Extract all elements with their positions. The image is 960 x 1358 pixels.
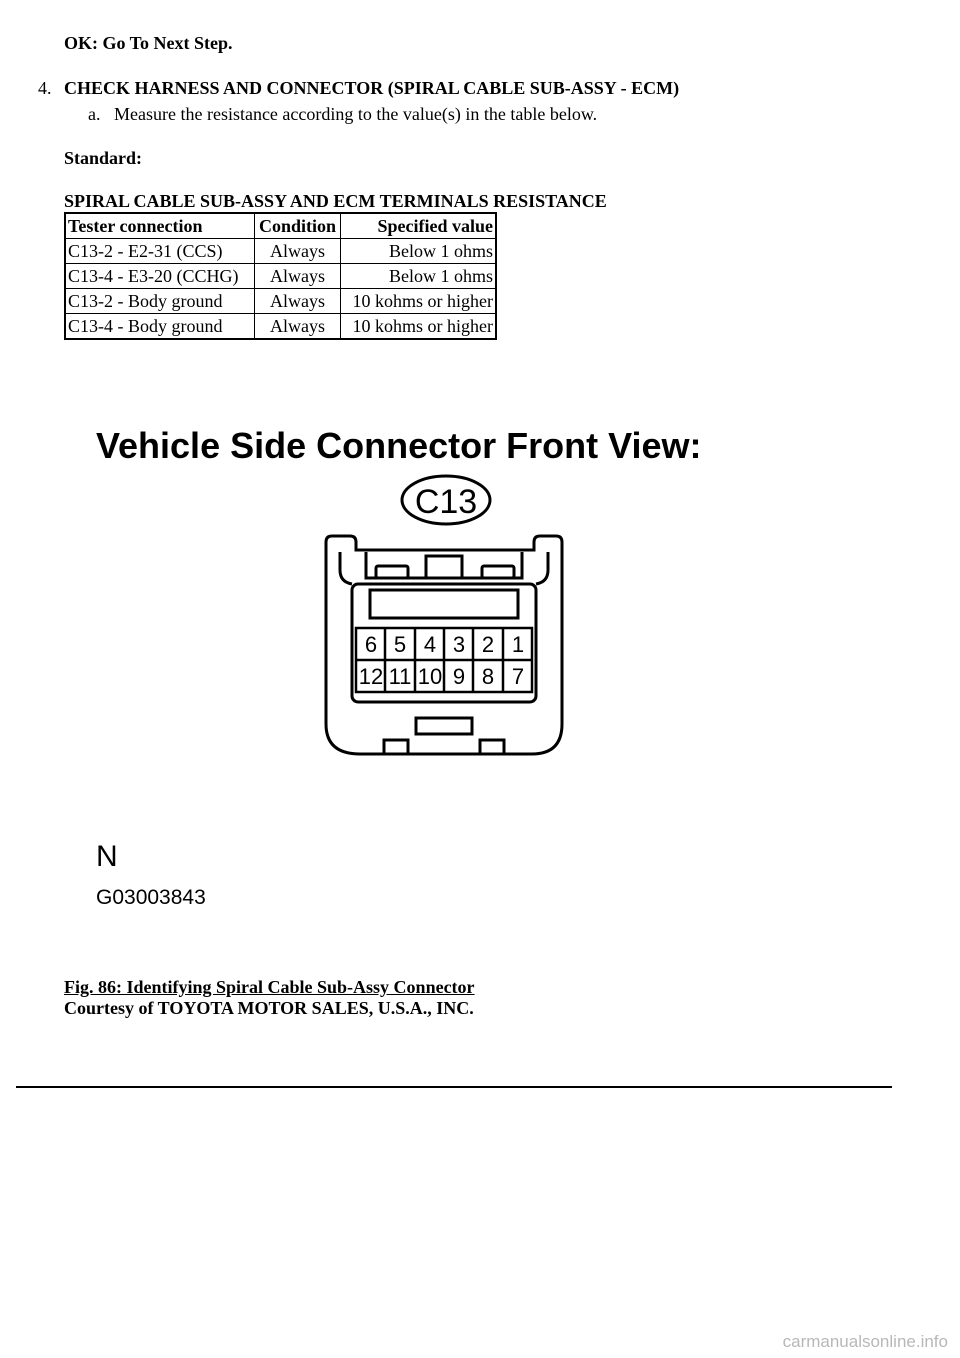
figure-heading: Vehicle Side Connector Front View: — [96, 425, 702, 466]
connector-id-label: C13 — [414, 483, 478, 521]
pin-4-label: 4 — [423, 632, 437, 657]
table-header-row — [65, 213, 496, 239]
pin-11-label: 11 — [388, 664, 412, 689]
cell-specified-value: Below 1 ohms — [341, 239, 497, 264]
table-row — [65, 289, 496, 314]
substep-letter: a. — [88, 104, 101, 124]
pin-10-label: 10 — [417, 664, 443, 689]
pin-5-label: 5 — [393, 632, 407, 657]
figure-code: G03003843 — [96, 886, 206, 909]
table-row — [65, 239, 496, 264]
cell-tester-connection: C13-2 - Body ground — [65, 289, 255, 314]
table-row — [65, 264, 496, 289]
cell-condition: Always — [255, 264, 341, 289]
table-row — [65, 314, 496, 340]
cell-condition: Always — [255, 289, 341, 314]
pin-1-label: 1 — [511, 632, 525, 657]
figure-mark: N — [96, 840, 118, 873]
header-condition: Condition — [255, 213, 341, 239]
header-tester-connection: Tester connection — [65, 213, 255, 239]
courtesy-text: Courtesy of TOYOTA MOTOR SALES, U.S.A., INC. — [64, 998, 474, 1018]
pin-3-label: 3 — [452, 632, 466, 657]
cell-tester-connection: C13-4 - E3-20 (CCHG) — [65, 264, 255, 289]
figure-caption-link[interactable]: Fig. 86: Identifying Spiral Cable Sub-Assy Connector — [64, 977, 475, 997]
cell-specified-value: 10 kohms or higher — [341, 314, 497, 340]
table-title: SPIRAL CABLE SUB-ASSY AND ECM TERMINALS RESISTANCE — [64, 191, 607, 211]
pin-2-label: 2 — [481, 632, 495, 657]
ok-step-text: OK: Go To Next Step. — [64, 33, 233, 53]
footer-divider — [16, 1086, 892, 1088]
pin-12-label: 12 — [358, 664, 384, 689]
watermark: carmanualsonline.info — [782, 1332, 948, 1351]
cell-specified-value: 10 kohms or higher — [341, 289, 497, 314]
pin-6-label: 6 — [364, 632, 378, 657]
pin-9-label: 9 — [452, 664, 466, 689]
resistance-table — [64, 212, 497, 340]
substep-text: Measure the resistance according to the value(s) in the table below. — [114, 104, 598, 124]
cell-specified-value: Below 1 ohms — [341, 264, 497, 289]
standard-label: Standard: — [64, 148, 143, 168]
step-title: CHECK HARNESS AND CONNECTOR (SPIRAL CABLE SUB-ASSY - ECM) — [64, 78, 680, 98]
cell-tester-connection: C13-2 - E2-31 (CCS) — [65, 239, 255, 264]
cell-condition: Always — [255, 314, 341, 340]
pin-8-label: 8 — [481, 664, 495, 689]
connector-diagram — [94, 420, 734, 920]
header-specified-value: Specified value — [341, 213, 497, 239]
cell-tester-connection: C13-4 - Body ground — [65, 314, 255, 340]
cell-condition: Always — [255, 239, 341, 264]
step-number: 4. — [38, 78, 52, 98]
pin-7-label: 7 — [511, 664, 525, 689]
